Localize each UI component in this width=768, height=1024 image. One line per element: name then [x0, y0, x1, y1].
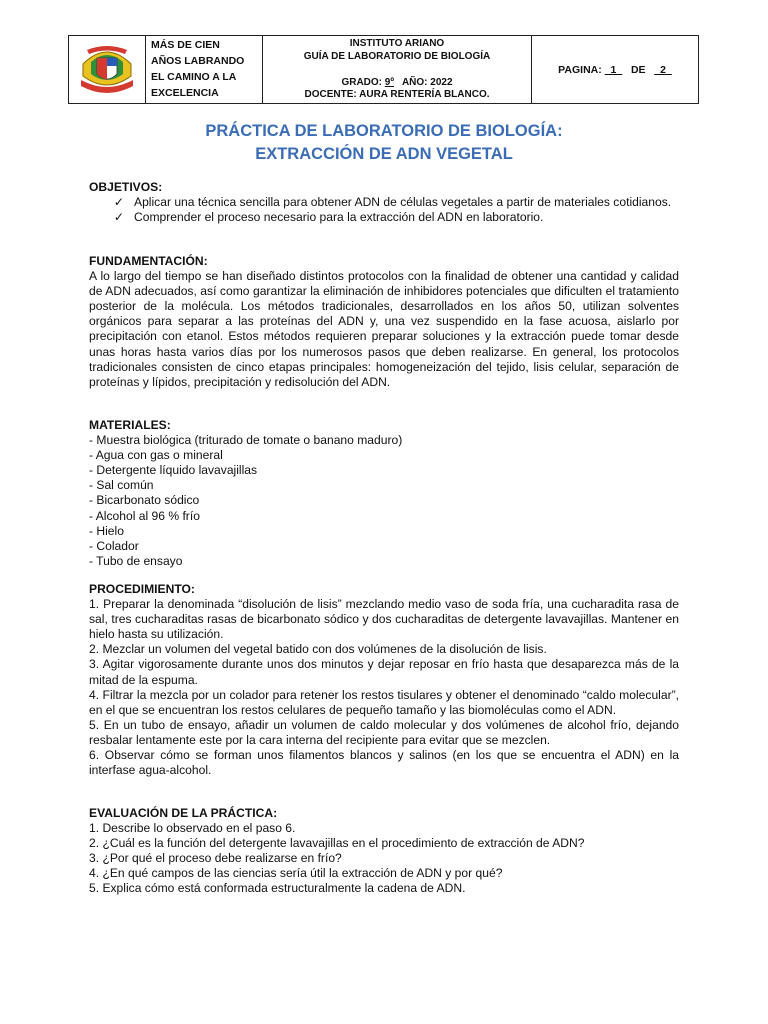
- evaluation-question: 2. ¿Cuál es la función del detergente lavavajillas en el procedimiento de extracción de ADN?: [89, 836, 585, 851]
- material-item: - Agua con gas o mineral: [89, 448, 223, 463]
- material-item: - Sal común: [89, 478, 154, 493]
- materials-section: [89, 418, 679, 569]
- material-item: - Alcohol al 96 % frío: [89, 508, 200, 523]
- foundation-section: [89, 254, 679, 390]
- objectives-section: [89, 180, 679, 225]
- procedure-step: 1. Preparar la denominada “disolución de lisis” mezclando medio vaso de soda fría, una cucharadita rasa de sal, tres cucharaditas rasas de bicarbonato sódico y dos cucharaditas de detergente lavavajillas. Mantener en hielo hasta su utilización.: [89, 597, 679, 642]
- material-item: - Detergente líquido lavavajillas: [89, 463, 258, 478]
- material-item: - Hielo: [89, 523, 124, 538]
- checkmark-icon: ✓: [113, 195, 124, 210]
- evaluation-question: 5. Explica cómo está conformada estructuralmente la cadena de ADN.: [89, 881, 466, 896]
- grade-year: [263, 77, 531, 90]
- procedure-step: 4. Filtrar la mezcla por un colador para retener los restos tisulares y obtener el denominado “caldo molecular”, en el que se encuentran los restos celulares de pequeño tamaño y las biomoléculas como el ADN.: [89, 687, 679, 717]
- page-label: PAGINA:: [558, 63, 605, 76]
- material-item: - Tubo de ensayo: [89, 553, 183, 568]
- page-counter: [532, 36, 698, 103]
- objective-item: [89, 210, 679, 225]
- motto-line: MÁS DE CIEN: [151, 39, 220, 51]
- page-number: _1_: [604, 63, 623, 76]
- teacher-name: DOCENTE: AURA RENTERÍA BLANCO.: [304, 89, 490, 101]
- header-table: [68, 35, 699, 104]
- evaluation-question: 1. Describe lo observado en el paso 6.: [89, 821, 296, 836]
- evaluation-question: 3. ¿Por qué el proceso debe realizarse en frío?: [89, 851, 342, 866]
- school-logo-cell: [69, 36, 146, 103]
- section-heading: MATERIALES:: [89, 418, 171, 432]
- grade-value: 9º: [384, 76, 394, 88]
- section-heading: OBJETIVOS:: [89, 180, 163, 194]
- section-heading: EVALUACIÓN DE LA PRÁCTICA:: [89, 806, 278, 820]
- page-total: _2_: [654, 63, 672, 76]
- guide-title: GUÍA DE LABORATORIO DE BIOLOGÍA: [303, 50, 491, 62]
- checkmark-icon: ✓: [113, 210, 124, 225]
- school-crest-icon: [77, 42, 137, 98]
- objective-item: [89, 195, 679, 210]
- institution-info: [263, 36, 532, 103]
- objective-text: Comprender el proceso necesario para la extracción del ADN en laboratorio.: [134, 210, 544, 225]
- evaluation-question: 4. ¿En qué campos de las ciencias sería útil la extracción de ADN y por qué?: [89, 866, 503, 881]
- procedure-step: 6. Observar cómo se forman unos filamentos blancos y salinos (en los que se encuentra el ADN) en la interfase agua-alcohol.: [89, 748, 679, 778]
- motto-line: AÑOS LABRANDO: [151, 55, 245, 67]
- section-heading: FUNDAMENTACIÓN:: [89, 254, 208, 268]
- procedure-section: [89, 582, 679, 778]
- motto-line: EL CAMINO A LA: [151, 71, 237, 83]
- procedure-step: 5. En un tubo de ensayo, añadir un volumen de caldo molecular y dos volúmenes de alcohol frío, dejando resbalar lentamente este por la cara interna del recipiente para evitar que se mezclen.: [89, 717, 679, 747]
- material-item: - Muestra biológica (triturado de tomate o banano maduro): [89, 433, 403, 448]
- title-line-1: PRÁCTICA DE LABORATORIO DE BIOLOGÍA:: [205, 122, 563, 140]
- motto-line: EXCELENCIA: [151, 87, 219, 99]
- objective-text: Aplicar una técnica sencilla para obtener ADN de células vegetales a partir de materiales cotidianos.: [134, 195, 672, 210]
- procedure-step: 2. Mezclar un volumen del vegetal batido con dos volúmenes de la disolución de lisis.: [89, 642, 547, 657]
- school-motto: [146, 36, 263, 103]
- document-title: [0, 120, 768, 166]
- material-item: - Bicarbonato sódico: [89, 493, 200, 508]
- section-heading: PROCEDIMIENTO:: [89, 582, 195, 596]
- material-item: - Colador: [89, 538, 139, 553]
- of-label: DE: [622, 63, 655, 76]
- evaluation-section: [89, 806, 679, 897]
- grade-label: GRADO:: [341, 76, 385, 88]
- procedure-step: 3. Agitar vigorosamente durante unos dos minutos y dejar reposar en frío hasta que desaparezca más de la mitad de la espuma.: [89, 657, 679, 687]
- year-text: AÑO: 2022: [394, 76, 453, 88]
- institution-name: INSTITUTO ARIANO: [349, 38, 445, 49]
- foundation-text: A lo largo del tiempo se han diseñado distintos protocolos con la finalidad de obtener una cantidad y calidad de ADN adecuados, así como garantizar la eliminación de inhibidores potenciales que dificulten el tratamiento posterior de la molécula. Los métodos tradicionales, desarrollados en los años 50, utilizan solventes orgánicos para separar a las proteínas del ADN y, una vez suspendido en la fase acuosa, aislarlo por precipitación con etanol. Estos métodos requieren preparar soluciones y la extracción puede tomar desde unas horas hasta varios días por los numerosos pasos que deben realizarse. En general, los protocolos tradicionales consisten de cinco etapas principales: homogeneización del tejido, lisis celular, separación de proteínas y lípidos, precipitación y redisolución del ADN.: [89, 269, 679, 389]
- title-line-2: EXTRACCIÓN DE ADN VEGETAL: [255, 145, 513, 163]
